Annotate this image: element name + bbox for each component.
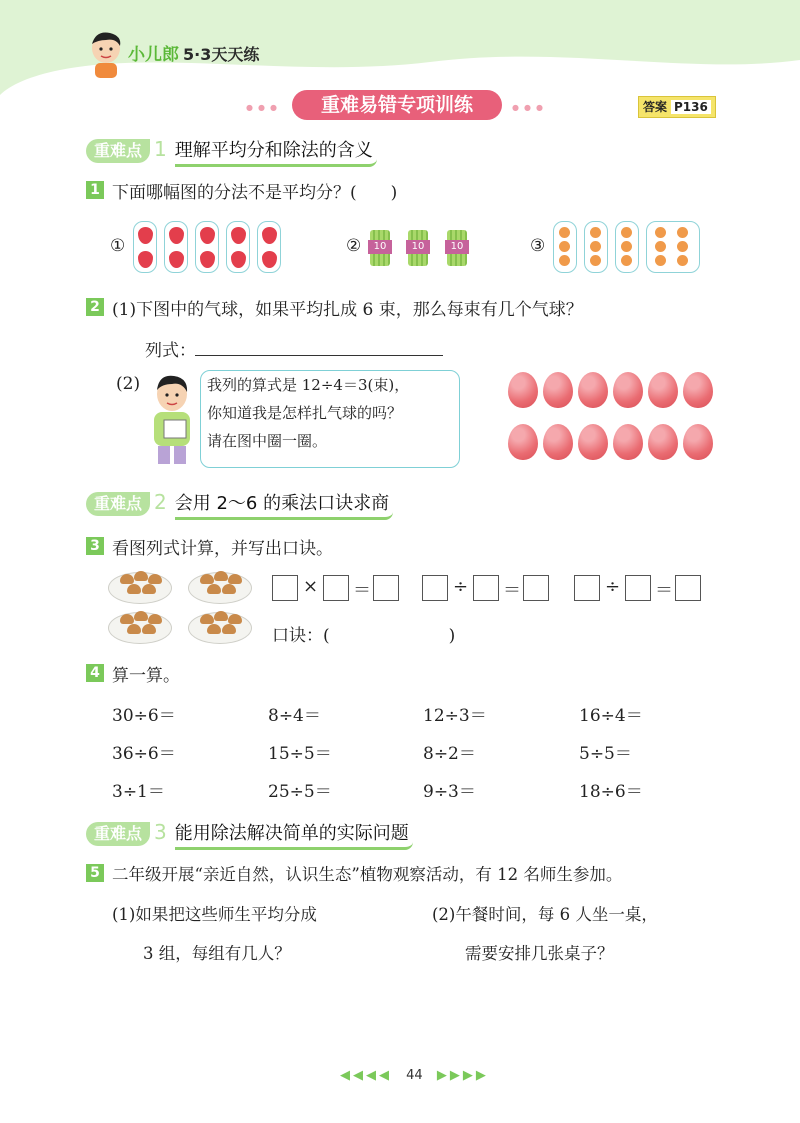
orange-dot [590, 255, 601, 266]
orange-dot [590, 227, 601, 238]
balloon-icon [508, 424, 538, 460]
speech-bubble [200, 370, 460, 468]
calc-item: 16÷4＝ [579, 706, 643, 726]
question-1-text: 下面哪幅图的分法不是平均分？( ) [112, 183, 398, 203]
speech-line: 我列的算式是 12÷4＝3(束)， [207, 376, 410, 394]
balloon-icon [543, 372, 573, 408]
mushroom-icon [200, 614, 214, 624]
stick-bundle-icon: 10 [408, 230, 428, 266]
mushroom-icon [120, 574, 134, 584]
orange-dot [655, 255, 666, 266]
calc-item: 18÷6＝ [579, 782, 643, 802]
mushroom-icon [222, 584, 236, 594]
mushroom-icon [127, 584, 141, 594]
balloon-grid[interactable] [505, 372, 715, 472]
balloon-icon [613, 372, 643, 408]
section-title: 能用除法解决简单的实际问题 [175, 819, 413, 850]
title-dots-left: ●●● [246, 103, 282, 112]
mushroom-plates [108, 568, 258, 646]
mushroom-icon [134, 571, 148, 581]
page-title: 重难易错专项训练 [292, 90, 502, 120]
option-2-label: ② [346, 236, 362, 256]
operator: × [303, 576, 319, 597]
calc-item: 8÷4＝ [268, 706, 321, 726]
mushroom-icon [222, 624, 236, 634]
formula-label: 列式： [145, 341, 196, 361]
strawberry-groups [133, 221, 283, 277]
balloon-icon [613, 424, 643, 460]
right-arrows-icon: ▶▶▶▶ [436, 1068, 489, 1083]
question-number-1: 1 [86, 181, 104, 199]
answer-box[interactable] [675, 575, 701, 601]
formula-answer-line[interactable] [195, 355, 443, 356]
orange-dot [677, 255, 688, 266]
mushroom-icon [148, 614, 162, 624]
section-header-1 [86, 136, 377, 162]
mushroom-icon [148, 574, 162, 584]
section-tag: 重难点 [86, 139, 150, 163]
orange-dot [559, 255, 570, 266]
mushroom-icon [228, 614, 242, 624]
orange-dot [677, 241, 688, 252]
page-footer [340, 1068, 489, 1083]
balloon-icon [683, 424, 713, 460]
calc-item: 3÷1＝ [112, 782, 165, 802]
mushroom-icon [207, 624, 221, 634]
question-number-3: 3 [86, 537, 104, 555]
mushroom-icon [228, 574, 242, 584]
operator: ＝ [353, 580, 371, 601]
answer-reference [638, 96, 716, 118]
question-5-part-1-line-2: 3 组，每组有几人？ [143, 944, 291, 963]
question-3-text: 看图列式计算，并写出口诀。 [112, 539, 333, 559]
balloon-icon [648, 372, 678, 408]
operator: ＝ [503, 580, 521, 601]
mascot-boy-icon [86, 30, 126, 80]
question-5-part-2-line-1: (2)午餐时间，每 6 人坐一桌， [432, 905, 658, 924]
answer-box[interactable] [625, 575, 651, 601]
mushroom-icon [214, 571, 228, 581]
stick-bundle-icon: 10 [447, 230, 467, 266]
section-number: 3 [154, 820, 167, 844]
question-5-text: 二年级开展“亲近自然，认识生态”植物观察活动，有 12 名师生参加。 [112, 865, 623, 884]
balloon-icon [508, 372, 538, 408]
speech-line: 请在图中圈一圈。 [207, 432, 328, 450]
mushroom-icon [214, 611, 228, 621]
page-number: 44 [406, 1068, 423, 1083]
answer-box[interactable] [422, 575, 448, 601]
brand-logo-text: 小儿郎 [128, 45, 179, 65]
question-number-2: 2 [86, 298, 104, 316]
section-tag: 重难点 [86, 492, 150, 516]
section-number: 2 [154, 490, 167, 514]
section-number: 1 [154, 137, 167, 161]
section-tag: 重难点 [86, 822, 150, 846]
orange-dot [559, 227, 570, 238]
calc-item: 25÷5＝ [268, 782, 332, 802]
answer-box[interactable] [473, 575, 499, 601]
orange-dot [655, 241, 666, 252]
balloon-icon [578, 372, 608, 408]
brand-series: 5·3天天练 [183, 45, 260, 64]
calc-item: 9÷3＝ [423, 782, 476, 802]
question-2-part-2-label: (2) [116, 374, 141, 394]
orange-dot [621, 241, 632, 252]
mushroom-icon [120, 614, 134, 624]
koujue-field[interactable]: 口诀：( ) [272, 626, 456, 646]
operator: ÷ [605, 576, 621, 597]
answer-page: P136 [671, 100, 711, 114]
mushroom-icon [127, 624, 141, 634]
brand-logo [128, 40, 259, 65]
operator: ÷ [453, 576, 469, 597]
mushroom-icon [134, 611, 148, 621]
option-3-label: ③ [530, 236, 546, 256]
calc-item: 30÷6＝ [112, 706, 176, 726]
boy-with-notebook-icon [144, 372, 200, 466]
stick-bundle-icon: 10 [370, 230, 390, 266]
balloon-icon [648, 424, 678, 460]
question-number-4: 4 [86, 664, 104, 682]
title-dots-right: ●●● [512, 103, 548, 112]
operator: ＝ [655, 580, 673, 601]
section-header-2 [86, 489, 393, 515]
answer-label: 答案 [643, 100, 668, 114]
balloon-icon [683, 372, 713, 408]
mushroom-icon [142, 624, 156, 634]
calc-item: 36÷6＝ [112, 744, 176, 764]
answer-box[interactable] [373, 575, 399, 601]
section-header-3 [86, 819, 413, 845]
calc-item: 8÷2＝ [423, 744, 476, 764]
dot-groups [553, 221, 703, 277]
mushroom-icon [142, 584, 156, 594]
calc-item: 12÷3＝ [423, 706, 487, 726]
answer-box[interactable] [523, 575, 549, 601]
orange-dot [621, 227, 632, 238]
calc-item: 15÷5＝ [268, 744, 332, 764]
answer-box[interactable] [323, 575, 349, 601]
option-1-label: ① [110, 236, 126, 256]
balloon-icon [543, 424, 573, 460]
question-4-text: 算一算。 [112, 666, 180, 686]
section-title: 会用 2～6 的乘法口诀求商 [175, 489, 393, 520]
answer-box[interactable] [574, 575, 600, 601]
mushroom-icon [200, 574, 214, 584]
calc-item: 5÷5＝ [579, 744, 632, 764]
balloon-icon [578, 424, 608, 460]
section-title: 理解平均分和除法的含义 [175, 136, 377, 167]
orange-dot [677, 227, 688, 238]
speech-line: 你知道我是怎样扎气球的吗？ [207, 404, 403, 422]
orange-dot [621, 255, 632, 266]
orange-dot [590, 241, 601, 252]
question-5-part-1-line-1: (1)如果把这些师生平均分成 [112, 905, 317, 924]
orange-dot [655, 227, 666, 238]
left-arrows-icon: ◀◀◀◀ [340, 1068, 392, 1083]
question-5-part-2-line-2: 需要安排几张桌子？ [465, 944, 614, 963]
answer-box[interactable] [272, 575, 298, 601]
question-2-part-1: (1)下图中的气球，如果平均扎成 6 束，那么每束有几个气球？ [112, 300, 583, 320]
mushroom-icon [207, 584, 221, 594]
question-number-5: 5 [86, 864, 104, 882]
orange-dot [559, 241, 570, 252]
